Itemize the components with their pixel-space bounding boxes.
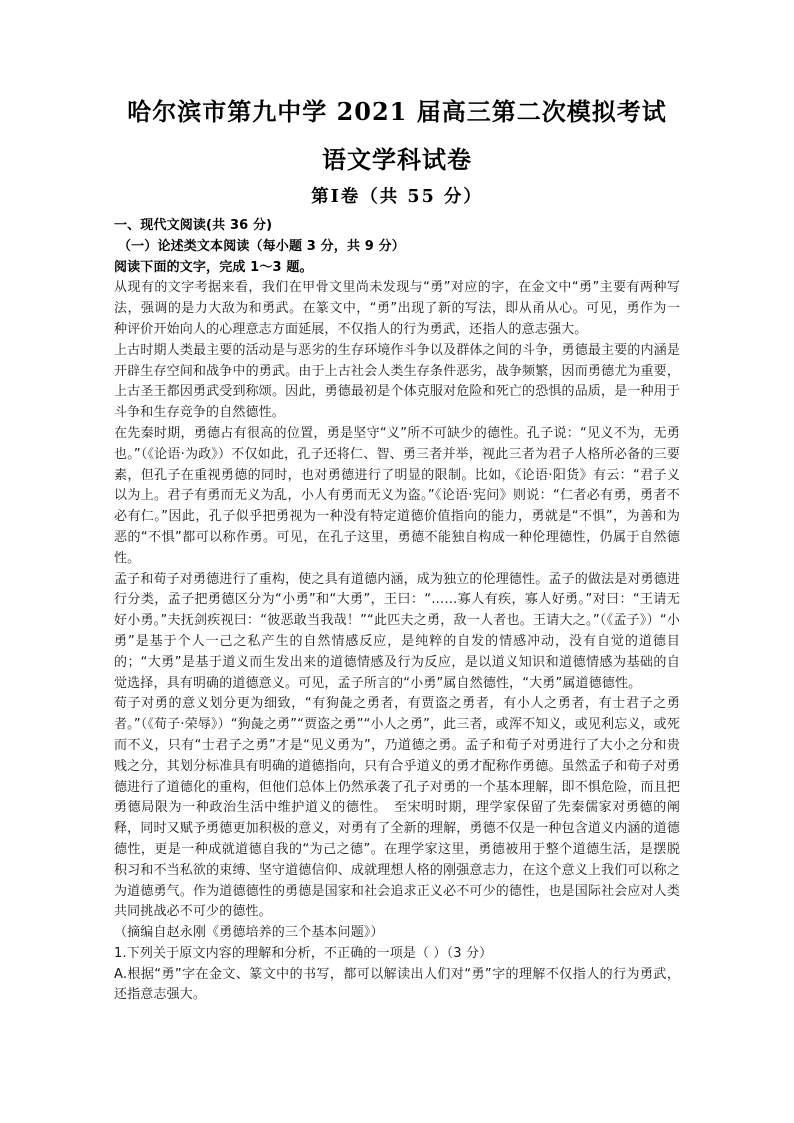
reading-instruction: 阅读下面的文字，完成 1～3 题。: [114, 259, 313, 275]
exam-body: [114, 216, 680, 1006]
question-1-stem: 1.下列关于原文内容的理解和分析，不正确的一项是（ ）（3 分）: [114, 945, 493, 961]
subsection-heading: （一）论述类文本阅读（每小题 3 分，共 9 分）: [118, 238, 405, 254]
passage-paragraph-3: 在先秦时期，勇德占有很高的位置，勇是坚守“义”所不可缺少的德性。孔子说：“见义不为，无勇也。”（《论语·为政》）不仅如此，孔子还将仁、智、勇三者并举，视此三者为君子人格所必备的三要素，但孔子在重视勇德的同时，也对勇德进行了明显的限制。比如，《论语·阳货》有云：“君子义以为上。君子有勇而无义为乱，小人有勇而无义为盗。”《论语·宪问》则说：“仁者必有勇，勇者不必有仁。”因此，孔子似乎把勇视为一种没有特定道德价值指向的能力，勇就是“不惧”，为善和为恶的“不惧”都可以称作勇。可见，在孔子这里，勇德不能独自构成一种伦理德性，仍属于自然德性。: [114, 425, 680, 566]
passage-paragraph-1: 从现有的文字考据来看，我们在甲骨文里尚未发现与“勇”对应的字，在金文中“勇”主要有两种写法，强调的是力大敌为和勇武。在篆文中，“勇”出现了新的写法，即从甬从心。可见，勇作为一种评价开始向人的心理意志方面延展，不仅指人的行为勇武，还指人的意志强大。: [114, 280, 680, 337]
passage-paragraph-5: 荀子对勇的意义划分更为细致，“有狗彘之勇者，有贾盗之勇者，有小人之勇者，有士君子之勇者。”（《荀子·荣辱》）“狗彘之勇”“贾盗之勇”“小人之勇”，此三者，或浑不知义，或见利忘义，或死而不义，只有“士君子之勇”才是“见义勇为”，乃道德之勇。孟子和荀子对勇进行了大小之分和贵贱之分，其划分标准具有明确的道德指向，只有合乎道义的勇才配称作勇德。虽然孟子和荀子对勇德进行了道德化的重构，但他们总体上仍然承袭了孔子对勇的一个基本理解，即不惧危险，而且把勇德局限为一种政治生活中维护道义的德性。 至宋明时期，理学家保留了先秦儒家对勇德的阐释，同时又赋予勇德更加积极的意义，对勇有了全新的理解，勇德不仅是一种包含道义内涵的道德德性，更是一种成就道德自我的“为己之德”。在理学家这里，勇德被用于整个道德生活，是摆脱积习和不当私欲的束缚、坚守道德信仰、成就理想人格的刚强意志力，在这个意义上我们可以称之为道德勇气。作为道德德性的勇德是国家和社会追求正义必不可少的德性，也是国际社会应对人类共同挑战必不可少的德性。: [114, 696, 680, 920]
question-1-option-a: A.根据“勇”字在金文、篆文中的书写，都可以解读出人们对“勇”字的理解不仅指人的行为勇武，还指意志强大。: [114, 966, 680, 1003]
exam-title: 哈尔滨市第九中学 2021 届高三第二次模拟考试: [127, 97, 667, 126]
passage-source: （摘编自赵永刚《勇德培养的三个基本问题》）: [114, 925, 384, 941]
section-heading: 一、现代文阅读(共 36 分): [114, 218, 273, 233]
volume-heading: 第Ⅰ卷（共 55 分）: [311, 187, 483, 207]
exam-subtitle: 语文学科试卷: [322, 145, 472, 174]
passage-paragraph-2: 上古时期人类最主要的活动是与恶劣的生存环境作斗争以及群体之间的斗争，勇德最主要的内涵是开辟生存空间和战争中的勇武。由于上古社会人类生存条件恶劣，战争频繁，因而勇德尤为重要，上古圣王都因勇武受到称颂。因此，勇德最初是个体克服对危险和死亡的恐惧的品质，是一种用于斗争和生存竞争的自然德性。: [114, 342, 680, 421]
passage-paragraph-4: 孟子和荀子对勇德进行了重构，使之具有道德内涵，成为独立的伦理德性。孟子的做法是对勇德进行分类，孟子把勇德区分为“小勇”和“大勇”，王曰：“……寡人有疾，寡人好勇。”对曰：“王请无好小勇。”夫抚剑疾视曰：“彼恶敢当我哉！”“此匹夫之勇，敌一人者也。王请大之。”（《孟子》）“小勇”是基于个人一己之私产生的自然情感反应，是纯粹的自发的情感冲动，没有自觉的道德目的；“大勇”是基于道义而生发出来的道德情感及行为反应，是以道义知识和道德情感为基础的自觉选择，具有明确的道德意义。可见，孟子所言的“小勇”属自然德性，“大勇”属道德德性。: [114, 571, 680, 691]
